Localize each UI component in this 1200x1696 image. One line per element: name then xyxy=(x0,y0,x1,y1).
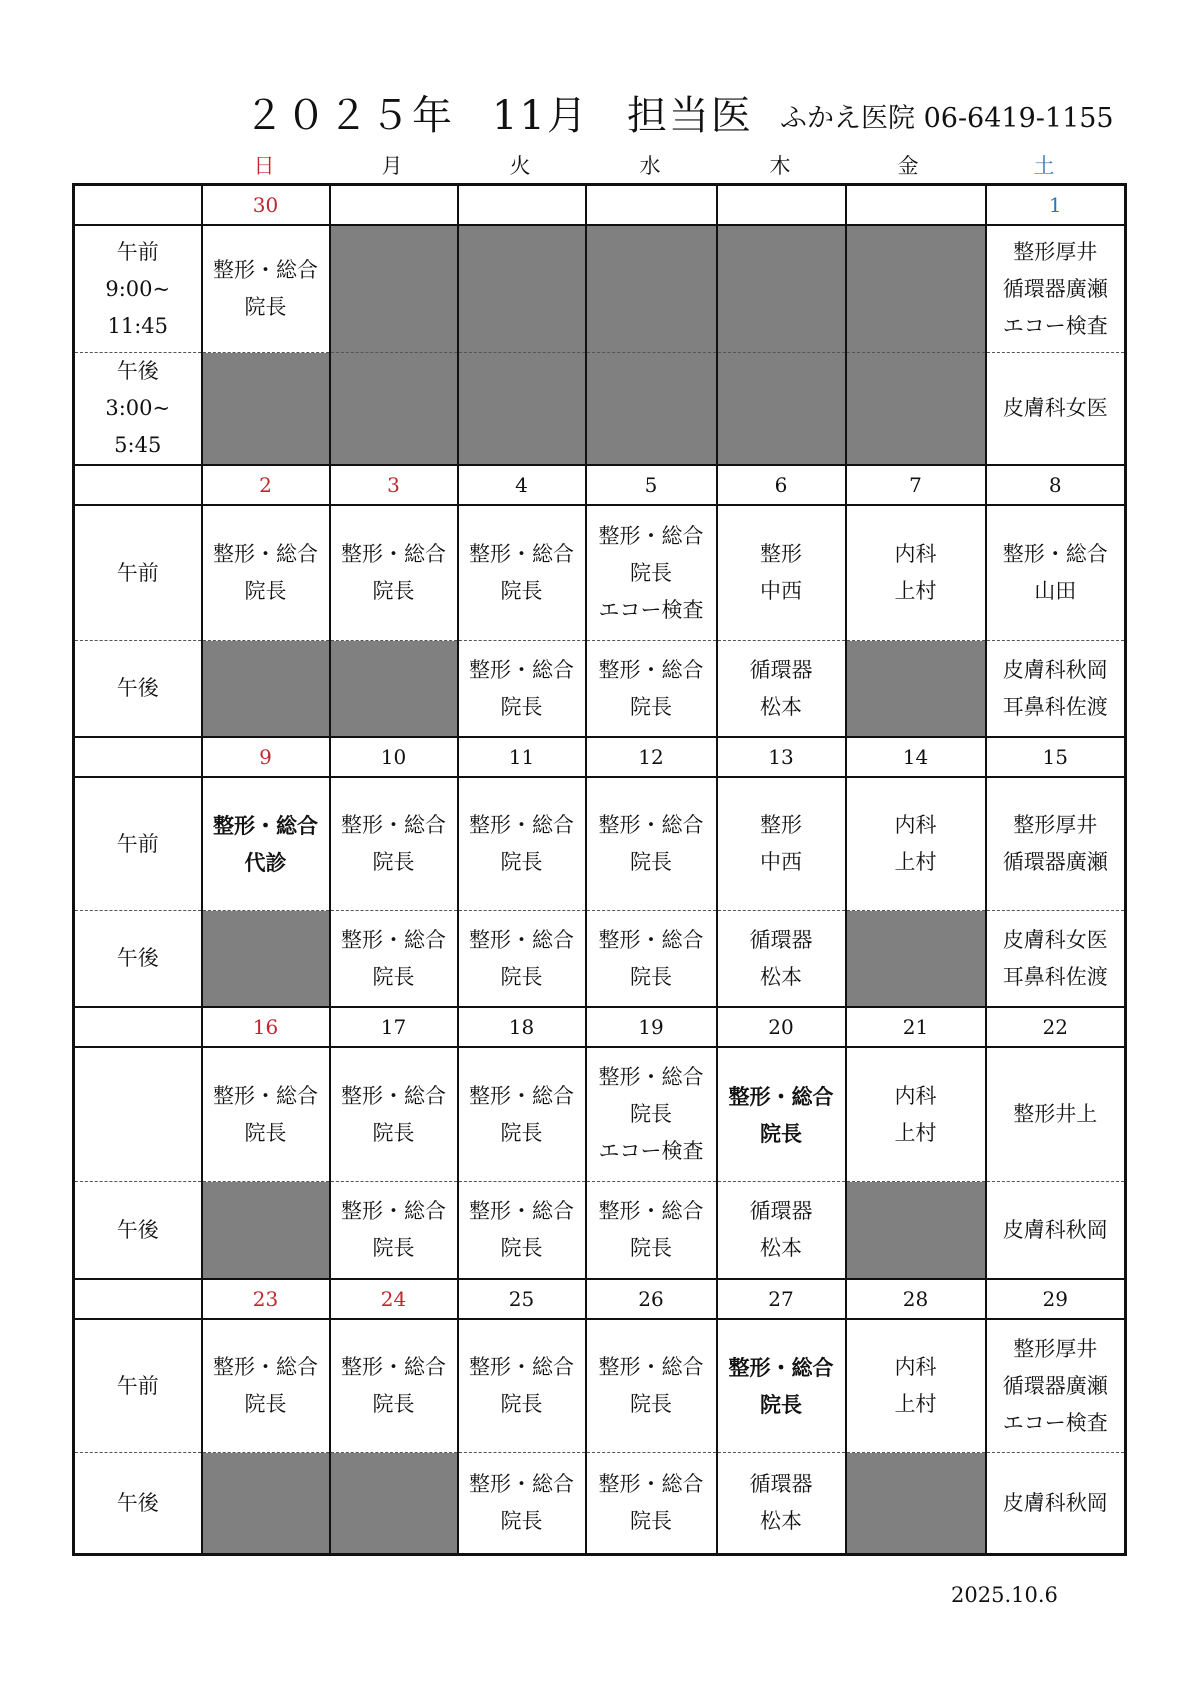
closed-cell xyxy=(458,225,586,353)
pm-label-cell xyxy=(74,1182,202,1280)
date-cell: 21 xyxy=(846,1007,986,1047)
cell-line: 循環器 xyxy=(749,1199,813,1223)
doctor-cell xyxy=(586,641,717,738)
pm-row xyxy=(74,911,1126,1008)
date-cell: 12 xyxy=(586,737,717,777)
date-cell: 4 xyxy=(458,465,586,505)
doctor-cell xyxy=(986,1047,1126,1182)
date-row xyxy=(74,1007,1126,1047)
cell-line: 皮膚科秋岡 xyxy=(1002,1490,1108,1515)
weekday-6: 土 xyxy=(1033,154,1055,178)
cell-line: 整形・総合 xyxy=(341,813,446,837)
cell-line: 午前 xyxy=(116,1373,159,1398)
cell-line: 整形・総合 xyxy=(341,1199,446,1223)
doctor-cell xyxy=(986,353,1126,466)
cell-line: 院長 xyxy=(630,1102,672,1126)
cell-line: 院長 xyxy=(500,1392,543,1416)
pm-row xyxy=(74,353,1126,466)
date-cell: 8 xyxy=(986,465,1126,505)
cell-line: 整形厚井 xyxy=(1013,813,1098,837)
am-row xyxy=(74,777,1126,911)
doctor-cell xyxy=(717,1319,846,1453)
closed-cell xyxy=(202,1453,330,1555)
date-cell: 16 xyxy=(202,1007,330,1047)
date-cell xyxy=(717,185,846,226)
cell-line: 院長 xyxy=(244,1392,287,1416)
pm-row xyxy=(74,1182,1126,1280)
doctor-cell xyxy=(330,777,458,911)
cell-line: 整形井上 xyxy=(1013,1102,1098,1126)
cell-line: 循環器 xyxy=(749,927,813,952)
cell-line: 整形・総合 xyxy=(341,1355,446,1379)
date-cell: 9 xyxy=(202,737,330,777)
cell-line: 午前 xyxy=(116,560,159,585)
cell-line: 院長 xyxy=(630,1509,672,1533)
am-label-cell xyxy=(74,1319,202,1453)
cell-line: エコー検査 xyxy=(598,597,704,622)
cell-line: 整形厚井 xyxy=(1013,1336,1098,1361)
date-cell: 26 xyxy=(586,1279,717,1319)
doctor-cell xyxy=(202,1047,330,1182)
am-row xyxy=(74,505,1126,641)
cell-line: 院長 xyxy=(500,850,543,874)
cell-line: 中西 xyxy=(760,579,802,603)
cell-line: 循環器廣瀬 xyxy=(1002,1373,1108,1398)
closed-cell xyxy=(846,1453,986,1555)
cell-line: 整形・総合 xyxy=(469,1199,574,1223)
cell-line: 内科 xyxy=(894,542,937,566)
closed-cell xyxy=(846,641,986,738)
cell-line: 整形・総合 xyxy=(598,1065,704,1089)
doctor-cell xyxy=(330,1319,458,1453)
cell-line: 整形・総合 xyxy=(341,542,446,566)
doctor-cell xyxy=(586,777,717,911)
weekday-5: 金 xyxy=(897,154,919,178)
date-cell: 29 xyxy=(986,1279,1126,1319)
cell-line: 整形・総合 xyxy=(341,1083,446,1108)
doctor-cell xyxy=(986,225,1126,353)
cell-line: 内科 xyxy=(894,1355,937,1379)
closed-cell xyxy=(202,911,330,1008)
cell-line: 院長 xyxy=(760,1120,802,1146)
cell-line: 院長 xyxy=(630,1236,672,1260)
cell-line: 院長 xyxy=(244,1120,287,1145)
cell-line: 院長 xyxy=(500,579,543,603)
date-row-label-cell xyxy=(74,185,202,226)
closed-cell xyxy=(586,353,717,466)
cell-line: 午後 xyxy=(116,1217,159,1242)
cell-line: 院長 xyxy=(500,694,543,719)
date-cell: 14 xyxy=(846,737,986,777)
cell-line: 整形・総合 xyxy=(213,542,318,566)
cell-line: 松本 xyxy=(760,1236,802,1260)
date-row xyxy=(74,737,1126,777)
cell-line: 山田 xyxy=(1034,579,1077,603)
am-label-cell xyxy=(74,777,202,911)
date-row-label-cell xyxy=(74,465,202,505)
cell-line: エコー検査 xyxy=(598,1139,704,1163)
pm-row xyxy=(74,1453,1126,1555)
date-row-label-cell xyxy=(74,1007,202,1047)
date-cell: 2 xyxy=(202,465,330,505)
cell-line: 上村 xyxy=(894,1120,937,1145)
cell-line: 院長 xyxy=(244,579,287,603)
cell-line: 整形・総合 xyxy=(469,927,574,952)
cell-line: 循環器 xyxy=(749,657,813,682)
date-cell: 13 xyxy=(717,737,846,777)
doctor-cell xyxy=(330,1047,458,1182)
cell-line: 院長 xyxy=(372,1236,415,1260)
weekday-3: 水 xyxy=(639,154,661,178)
doctor-cell xyxy=(202,777,330,911)
cell-line: 耳鼻科佐渡 xyxy=(1002,964,1108,989)
cell-line: 整形・総合 xyxy=(213,1083,318,1108)
cell-line: 整形・総合 xyxy=(213,258,318,282)
cell-line: 院長 xyxy=(630,1392,672,1416)
cell-line: エコー検査 xyxy=(1002,1410,1108,1435)
closed-cell xyxy=(458,353,586,466)
cell-line: 院長 xyxy=(630,560,672,585)
doctor-cell xyxy=(330,505,458,641)
closed-cell xyxy=(330,225,458,353)
cell-line: 整形・総合 xyxy=(598,1355,704,1379)
doctor-cell xyxy=(586,911,717,1008)
cell-line: 整形・総合 xyxy=(598,813,704,837)
cell-line: 3:00~ xyxy=(105,396,171,420)
doctor-cell xyxy=(586,1182,717,1280)
closed-cell xyxy=(330,1453,458,1555)
cell-line: 整形・総合 xyxy=(1002,542,1108,566)
clinic-name-phone: ふかえ医院 06-6419-1155 xyxy=(780,103,1114,134)
date-row xyxy=(74,1279,1126,1319)
pm-label-cell xyxy=(74,911,202,1008)
cell-line: 院長 xyxy=(372,964,415,989)
cell-line: 院長 xyxy=(500,1120,543,1145)
doctor-cell xyxy=(986,1319,1126,1453)
date-row-label-cell xyxy=(74,1279,202,1319)
cell-line: 院長 xyxy=(500,1236,543,1260)
doctor-cell xyxy=(986,777,1126,911)
doctor-cell xyxy=(846,1319,986,1453)
doctor-cell xyxy=(202,1319,330,1453)
am-row xyxy=(74,1319,1126,1453)
weekday-0: 日 xyxy=(253,154,275,178)
doctor-cell xyxy=(458,1319,586,1453)
doctor-cell xyxy=(986,641,1126,738)
cell-line: 耳鼻科佐渡 xyxy=(1002,694,1108,719)
date-cell: 20 xyxy=(717,1007,846,1047)
date-cell: 15 xyxy=(986,737,1126,777)
cell-line: 午後 xyxy=(116,676,159,700)
pm-label-cell xyxy=(74,641,202,738)
cell-line: 午後 xyxy=(116,946,159,970)
cell-line: 整形・総合 xyxy=(341,927,446,952)
cell-line: 院長 xyxy=(630,694,672,719)
cell-line: 上村 xyxy=(894,850,937,874)
doctor-cell xyxy=(717,1047,846,1182)
cell-line: 整形・総合 xyxy=(598,1472,704,1496)
date-cell: 17 xyxy=(330,1007,458,1047)
cell-line: 循環器廣瀬 xyxy=(1002,850,1108,874)
am-row xyxy=(74,1047,1126,1182)
date-cell: 6 xyxy=(717,465,846,505)
doctor-cell xyxy=(717,1182,846,1280)
cell-line: 皮膚科女医 xyxy=(1002,396,1108,420)
cell-line: 午後 xyxy=(116,359,159,383)
date-cell: 24 xyxy=(330,1279,458,1319)
title-month: 11月 xyxy=(492,93,589,139)
weekday-2: 火 xyxy=(509,154,531,178)
pm-row xyxy=(74,641,1126,738)
cell-line: 午前 xyxy=(116,239,159,264)
doctor-cell xyxy=(717,1453,846,1555)
cell-line: 整形・総合 xyxy=(213,813,318,838)
cell-line: 内科 xyxy=(894,1083,937,1108)
closed-cell xyxy=(330,353,458,466)
doctor-cell xyxy=(717,641,846,738)
closed-cell xyxy=(846,353,986,466)
weekday-4: 木 xyxy=(769,154,791,178)
cell-line: 院長 xyxy=(372,1120,415,1145)
cell-line: 上村 xyxy=(894,1392,937,1416)
date-row-label-cell xyxy=(74,737,202,777)
cell-line: 11:45 xyxy=(107,313,169,338)
cell-line: 院長 xyxy=(630,850,672,874)
cell-line: 皮膚科秋岡 xyxy=(1002,657,1108,682)
cell-line: 循環器 xyxy=(749,1472,813,1496)
date-cell: 22 xyxy=(986,1007,1126,1047)
schedule-table xyxy=(72,183,1127,1556)
am-label-cell xyxy=(74,225,202,353)
cell-line: 整形・総合 xyxy=(213,1355,318,1379)
cell-line: 院長 xyxy=(372,850,415,874)
date-cell: 5 xyxy=(586,465,717,505)
cell-line: 9:00~ xyxy=(105,276,171,301)
doctor-cell xyxy=(586,1319,717,1453)
page-title xyxy=(244,84,791,141)
closed-cell xyxy=(846,1182,986,1280)
date-cell: 3 xyxy=(330,465,458,505)
doctor-cell xyxy=(202,505,330,641)
doctor-cell xyxy=(586,1453,717,1555)
doctor-cell xyxy=(986,1182,1126,1280)
doctor-cell xyxy=(458,641,586,738)
cell-line: 整形・総合 xyxy=(598,657,704,682)
doctor-cell xyxy=(586,505,717,641)
doctor-cell xyxy=(846,777,986,911)
cell-line: 院長 xyxy=(500,1509,543,1533)
doctor-cell xyxy=(458,1047,586,1182)
doctor-cell xyxy=(202,225,330,353)
doctor-cell xyxy=(717,505,846,641)
cell-line: 整形厚井 xyxy=(1013,239,1098,264)
cell-line: 整形・総合 xyxy=(728,1355,834,1380)
cell-line: 5:45 xyxy=(114,433,162,457)
doctor-cell xyxy=(846,1047,986,1182)
doctor-cell xyxy=(458,911,586,1008)
cell-line: 整形・総合 xyxy=(598,1199,704,1223)
cell-line: 院長 xyxy=(372,1392,415,1416)
doctor-cell xyxy=(986,911,1126,1008)
pm-label-cell xyxy=(74,1453,202,1555)
closed-cell xyxy=(717,225,846,353)
cell-line: 代診 xyxy=(244,850,287,875)
date-cell: 7 xyxy=(846,465,986,505)
title-year: ２０２５年 xyxy=(244,93,454,139)
date-cell xyxy=(458,185,586,226)
doctor-cell xyxy=(458,1182,586,1280)
cell-line: 皮膚科秋岡 xyxy=(1002,1217,1108,1242)
cell-line: 内科 xyxy=(894,813,937,837)
date-cell: 28 xyxy=(846,1279,986,1319)
closed-cell xyxy=(330,641,458,738)
am-row xyxy=(74,225,1126,353)
cell-line: 中西 xyxy=(760,850,802,874)
cell-line: エコー検査 xyxy=(1002,313,1108,338)
cell-line: 循環器廣瀬 xyxy=(1002,276,1108,301)
cell-line: 松本 xyxy=(760,964,802,989)
cell-line: 院長 xyxy=(372,579,415,603)
doctor-cell xyxy=(986,505,1126,641)
cell-line: 松本 xyxy=(760,694,802,719)
date-cell: 25 xyxy=(458,1279,586,1319)
cell-line: 整形・総合 xyxy=(728,1083,834,1109)
cell-line: 午後 xyxy=(116,1490,159,1515)
date-cell xyxy=(586,185,717,226)
doctor-cell xyxy=(458,777,586,911)
doctor-cell xyxy=(586,1047,717,1182)
doctor-cell xyxy=(458,505,586,641)
closed-cell xyxy=(717,353,846,466)
date-cell: 19 xyxy=(586,1007,717,1047)
closed-cell xyxy=(202,353,330,466)
doctor-cell xyxy=(986,1453,1126,1555)
cell-line: 院長 xyxy=(244,295,287,319)
date-cell: 18 xyxy=(458,1007,586,1047)
cell-line: 整形・総合 xyxy=(469,657,574,682)
title-doctor-in-charge: 担当医 xyxy=(626,93,753,139)
issue-date: 2025.10.6 xyxy=(951,1583,1058,1607)
date-cell xyxy=(330,185,458,226)
cell-line: 整形・総合 xyxy=(469,1083,574,1108)
cell-line: 整形・総合 xyxy=(598,523,704,548)
doctor-cell xyxy=(717,777,846,911)
date-cell: 10 xyxy=(330,737,458,777)
cell-line: 整形・総合 xyxy=(469,813,574,837)
weekday-1: 月 xyxy=(381,154,403,178)
date-cell: 30 xyxy=(202,185,330,226)
cell-line: 院長 xyxy=(630,964,672,989)
date-cell: 27 xyxy=(717,1279,846,1319)
cell-line: 整形 xyxy=(760,813,802,837)
pm-label-cell xyxy=(74,353,202,466)
cell-line: 整形 xyxy=(760,542,802,566)
cell-line: 上村 xyxy=(894,579,937,603)
date-cell: 23 xyxy=(202,1279,330,1319)
closed-cell xyxy=(846,911,986,1008)
cell-line: 整形・総合 xyxy=(469,542,574,566)
cell-line: 整形・総合 xyxy=(469,1472,574,1496)
date-row xyxy=(74,465,1126,505)
cell-line: 整形・総合 xyxy=(598,927,704,952)
closed-cell xyxy=(202,1182,330,1280)
cell-line: 皮膚科女医 xyxy=(1002,927,1108,952)
closed-cell xyxy=(586,225,717,353)
doctor-cell xyxy=(458,1453,586,1555)
doctor-cell xyxy=(846,505,986,641)
cell-line: 院長 xyxy=(760,1392,802,1417)
closed-cell xyxy=(846,225,986,353)
doctor-cell xyxy=(717,911,846,1008)
am-label-cell xyxy=(74,1047,202,1182)
date-cell: 11 xyxy=(458,737,586,777)
cell-line: 整形・総合 xyxy=(469,1355,574,1379)
doctor-cell xyxy=(330,911,458,1008)
cell-line: 松本 xyxy=(760,1509,802,1533)
cell-line: 午前 xyxy=(116,831,159,856)
date-row xyxy=(74,185,1126,226)
cell-line: 院長 xyxy=(500,964,543,989)
date-cell xyxy=(846,185,986,226)
date-cell: 1 xyxy=(986,185,1126,226)
doctor-cell xyxy=(330,1182,458,1280)
closed-cell xyxy=(202,641,330,738)
am-label-cell xyxy=(74,505,202,641)
